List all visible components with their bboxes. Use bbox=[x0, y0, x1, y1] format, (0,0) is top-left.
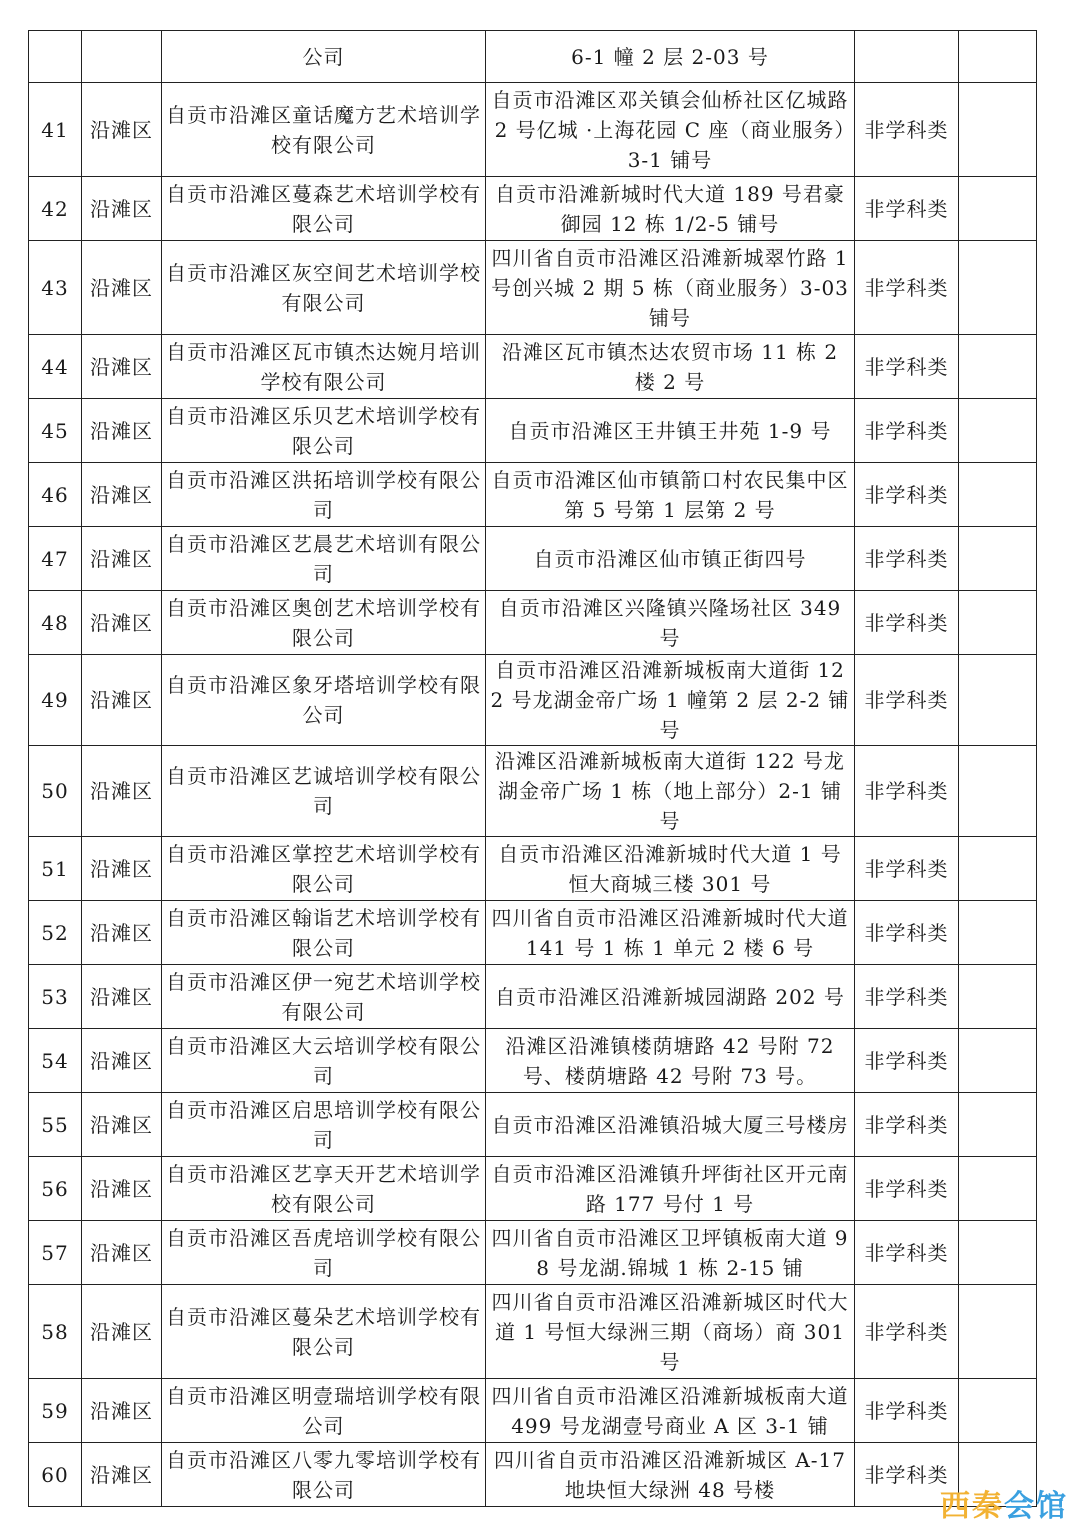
cell-name: 自贡市沿滩区奥创艺术培训学校有限公司 bbox=[162, 591, 486, 655]
cell-note bbox=[959, 1029, 1037, 1093]
cell-category: 非学科类 bbox=[855, 655, 959, 746]
cell-category: 非学科类 bbox=[855, 837, 959, 901]
cell-address: 自贡市沿滩区仙市镇正街四号 bbox=[486, 527, 855, 591]
cell-district: 沿滩区 bbox=[82, 463, 162, 527]
cell-name: 自贡市沿滩区童话魔方艺术培训学校有限公司 bbox=[162, 83, 486, 177]
table-body bbox=[29, 31, 1037, 1507]
cell-number: 55 bbox=[29, 1093, 82, 1157]
cell-name: 自贡市沿滩区明壹瑞培训学校有限公司 bbox=[162, 1379, 486, 1443]
cell-district: 沿滩区 bbox=[82, 837, 162, 901]
cell-note bbox=[959, 1221, 1037, 1285]
cell-note bbox=[959, 527, 1037, 591]
cell-address: 自贡市沿滩区兴隆镇兴隆场社区 349 号 bbox=[486, 591, 855, 655]
cell-category: 非学科类 bbox=[855, 1029, 959, 1093]
table-row bbox=[29, 83, 1037, 177]
cell-category: 非学科类 bbox=[855, 527, 959, 591]
cell-category: 非学科类 bbox=[855, 177, 959, 241]
cell-note bbox=[959, 1157, 1037, 1221]
cell-district: 沿滩区 bbox=[82, 746, 162, 837]
table-row bbox=[29, 527, 1037, 591]
cell-number: 42 bbox=[29, 177, 82, 241]
cell-name: 自贡市沿滩区掌控艺术培训学校有限公司 bbox=[162, 837, 486, 901]
table-row bbox=[29, 1221, 1037, 1285]
cell-note bbox=[959, 463, 1037, 527]
cell-name: 自贡市沿滩区八零九零培训学校有限公司 bbox=[162, 1443, 486, 1507]
table-row bbox=[29, 1093, 1037, 1157]
cell-address: 四川省自贡市沿滩区卫坪镇板南大道 98 号龙湖.锦城 1 栋 2-15 铺 bbox=[486, 1221, 855, 1285]
table-row bbox=[29, 655, 1037, 746]
cell-name: 自贡市沿滩区翰诣艺术培训学校有限公司 bbox=[162, 901, 486, 965]
cell-number: 48 bbox=[29, 591, 82, 655]
cell-category: 非学科类 bbox=[855, 591, 959, 655]
cell-address: 四川省自贡市沿滩区沿滩新城板南大道 499 号龙湖壹号商业 A 区 3-1 铺 bbox=[486, 1379, 855, 1443]
cell-address: 四川省自贡市沿滩区沿滩新城区时代大道 1 号恒大绿洲三期（商场）商 301 号 bbox=[486, 1285, 855, 1379]
cell-category: 非学科类 bbox=[855, 965, 959, 1029]
cell-note bbox=[959, 746, 1037, 837]
cell-name: 自贡市沿滩区吾虎培训学校有限公司 bbox=[162, 1221, 486, 1285]
cell-number: 53 bbox=[29, 965, 82, 1029]
cell-name: 自贡市沿滩区乐贝艺术培训学校有限公司 bbox=[162, 399, 486, 463]
table-row bbox=[29, 1029, 1037, 1093]
cell-number: 59 bbox=[29, 1379, 82, 1443]
table-row bbox=[29, 1157, 1037, 1221]
cell-category: 非学科类 bbox=[855, 746, 959, 837]
table-row bbox=[29, 746, 1037, 837]
cell-district: 沿滩区 bbox=[82, 527, 162, 591]
cell-district: 沿滩区 bbox=[82, 965, 162, 1029]
cell-district: 沿滩区 bbox=[82, 591, 162, 655]
cell-address: 自贡市沿滩区沿滩新城园湖路 202 号 bbox=[486, 965, 855, 1029]
cell-district bbox=[82, 31, 162, 83]
cell-note bbox=[959, 655, 1037, 746]
cell-district: 沿滩区 bbox=[82, 1379, 162, 1443]
institution-table bbox=[28, 30, 1037, 1507]
table-row bbox=[29, 177, 1037, 241]
cell-note bbox=[959, 837, 1037, 901]
cell-district: 沿滩区 bbox=[82, 1093, 162, 1157]
watermark-text-2: 会馆 bbox=[1004, 1489, 1068, 1524]
table-row-continuation bbox=[29, 31, 1037, 83]
table-row bbox=[29, 1379, 1037, 1443]
cell-note bbox=[959, 177, 1037, 241]
cell-district: 沿滩区 bbox=[82, 1029, 162, 1093]
table-row bbox=[29, 241, 1037, 335]
cell-category bbox=[855, 31, 959, 83]
cell-address: 自贡市沿滩新城时代大道 189 号君豪御园 12 栋 1/2-5 铺号 bbox=[486, 177, 855, 241]
cell-name: 自贡市沿滩区伊一宛艺术培训学校有限公司 bbox=[162, 965, 486, 1029]
cell-note bbox=[959, 83, 1037, 177]
cell-category: 非学科类 bbox=[855, 1093, 959, 1157]
cell-address: 自贡市沿滩区沿滩镇沿城大厦三号楼房 bbox=[486, 1093, 855, 1157]
table-row bbox=[29, 399, 1037, 463]
cell-district: 沿滩区 bbox=[82, 1285, 162, 1379]
cell-district: 沿滩区 bbox=[82, 655, 162, 746]
cell-note bbox=[959, 901, 1037, 965]
cell-number: 46 bbox=[29, 463, 82, 527]
cell-note bbox=[959, 1379, 1037, 1443]
cell-number: 60 bbox=[29, 1443, 82, 1507]
cell-district: 沿滩区 bbox=[82, 177, 162, 241]
cell-name: 自贡市沿滩区洪拓培训学校有限公司 bbox=[162, 463, 486, 527]
cell-name: 自贡市沿滩区艺晨艺术培训有限公司 bbox=[162, 527, 486, 591]
cell-address: 沿滩区瓦市镇杰达农贸市场 11 栋 2 楼 2 号 bbox=[486, 335, 855, 399]
cell-number: 57 bbox=[29, 1221, 82, 1285]
cell-number: 58 bbox=[29, 1285, 82, 1379]
cell-name: 自贡市沿滩区蔓朵艺术培训学校有限公司 bbox=[162, 1285, 486, 1379]
cell-number: 54 bbox=[29, 1029, 82, 1093]
watermark-logo bbox=[940, 1481, 1068, 1525]
watermark-text-1: 西秦 bbox=[940, 1489, 1004, 1524]
table-row bbox=[29, 837, 1037, 901]
cell-category: 非学科类 bbox=[855, 399, 959, 463]
cell-address: 自贡市沿滩区沿滩新城板南大道街 122 号龙湖金帝广场 1 幢第 2 层 2-2 铺号 bbox=[486, 655, 855, 746]
cell-note bbox=[959, 241, 1037, 335]
cell-district: 沿滩区 bbox=[82, 901, 162, 965]
table-row bbox=[29, 335, 1037, 399]
cell-number: 49 bbox=[29, 655, 82, 746]
table-row bbox=[29, 1443, 1037, 1507]
cell-address: 自贡市沿滩区王井镇王井苑 1-9 号 bbox=[486, 399, 855, 463]
cell-category: 非学科类 bbox=[855, 1221, 959, 1285]
cell-category: 非学科类 bbox=[855, 463, 959, 527]
cell-note bbox=[959, 591, 1037, 655]
cell-district: 沿滩区 bbox=[82, 399, 162, 463]
cell-category: 非学科类 bbox=[855, 1379, 959, 1443]
cell-note bbox=[959, 965, 1037, 1029]
cell-district: 沿滩区 bbox=[82, 1157, 162, 1221]
cell-address: 沿滩区沿滩镇楼荫塘路 42 号附 72 号、楼荫塘路 42 号附 73 号。 bbox=[486, 1029, 855, 1093]
cell-category: 非学科类 bbox=[855, 241, 959, 335]
cell-number: 52 bbox=[29, 901, 82, 965]
cell-note bbox=[959, 31, 1037, 83]
cell-address: 自贡市沿滩区沿滩新城时代大道 1 号恒大商城三楼 301 号 bbox=[486, 837, 855, 901]
cell-name: 自贡市沿滩区大云培训学校有限公司 bbox=[162, 1029, 486, 1093]
table-row bbox=[29, 1285, 1037, 1379]
cell-number: 50 bbox=[29, 746, 82, 837]
table-row bbox=[29, 463, 1037, 527]
table-row bbox=[29, 591, 1037, 655]
cell-number: 45 bbox=[29, 399, 82, 463]
cell-note bbox=[959, 335, 1037, 399]
cell-number: 56 bbox=[29, 1157, 82, 1221]
cell-district: 沿滩区 bbox=[82, 1443, 162, 1507]
table-row bbox=[29, 965, 1037, 1029]
cell-number: 44 bbox=[29, 335, 82, 399]
cell-address: 四川省自贡市沿滩区沿滩新城翠竹路 1 号创兴城 2 期 5 栋（商业服务）3-03 铺号 bbox=[486, 241, 855, 335]
cell-address: 四川省自贡市沿滩区沿滩新城时代大道 141 号 1 栋 1 单元 2 楼 6 号 bbox=[486, 901, 855, 965]
cell-address: 四川省自贡市沿滩区沿滩新城区 A-17 地块恒大绿洲 48 号楼 bbox=[486, 1443, 855, 1507]
cell-category: 非学科类 bbox=[855, 1443, 959, 1507]
cell-name: 自贡市沿滩区艺诚培训学校有限公司 bbox=[162, 746, 486, 837]
cell-name: 自贡市沿滩区灰空间艺术培训学校有限公司 bbox=[162, 241, 486, 335]
cell-note bbox=[959, 1093, 1037, 1157]
cell-number: 41 bbox=[29, 83, 82, 177]
cell-number: 51 bbox=[29, 837, 82, 901]
cell-category: 非学科类 bbox=[855, 83, 959, 177]
cell-name: 自贡市沿滩区蔓森艺术培训学校有限公司 bbox=[162, 177, 486, 241]
cell-name: 自贡市沿滩区启思培训学校有限公司 bbox=[162, 1093, 486, 1157]
cell-address: 6-1 幢 2 层 2-03 号 bbox=[486, 31, 855, 83]
cell-district: 沿滩区 bbox=[82, 335, 162, 399]
cell-district: 沿滩区 bbox=[82, 1221, 162, 1285]
cell-category: 非学科类 bbox=[855, 901, 959, 965]
cell-number: 43 bbox=[29, 241, 82, 335]
cell-category: 非学科类 bbox=[855, 335, 959, 399]
cell-address: 自贡市沿滩区仙市镇箭口村农民集中区第 5 号第 1 层第 2 号 bbox=[486, 463, 855, 527]
cell-category: 非学科类 bbox=[855, 1157, 959, 1221]
cell-district: 沿滩区 bbox=[82, 241, 162, 335]
cell-note bbox=[959, 399, 1037, 463]
cell-number bbox=[29, 31, 82, 83]
cell-name: 公司 bbox=[162, 31, 486, 83]
cell-name: 自贡市沿滩区瓦市镇杰达婉月培训学校有限公司 bbox=[162, 335, 486, 399]
cell-name: 自贡市沿滩区艺享天开艺术培训学校有限公司 bbox=[162, 1157, 486, 1221]
cell-note bbox=[959, 1285, 1037, 1379]
cell-district: 沿滩区 bbox=[82, 83, 162, 177]
cell-address: 自贡市沿滩区沿滩镇升坪街社区开元南路 177 号付 1 号 bbox=[486, 1157, 855, 1221]
cell-address: 沿滩区沿滩新城板南大道街 122 号龙湖金帝广场 1 栋（地上部分）2-1 铺号 bbox=[486, 746, 855, 837]
table-row bbox=[29, 901, 1037, 965]
cell-category: 非学科类 bbox=[855, 1285, 959, 1379]
cell-name: 自贡市沿滩区象牙塔培训学校有限公司 bbox=[162, 655, 486, 746]
cell-address: 自贡市沿滩区邓关镇会仙桥社区亿城路 2 号亿城 ·上海花园 C 座（商业服务）3-1 铺号 bbox=[486, 83, 855, 177]
cell-number: 47 bbox=[29, 527, 82, 591]
